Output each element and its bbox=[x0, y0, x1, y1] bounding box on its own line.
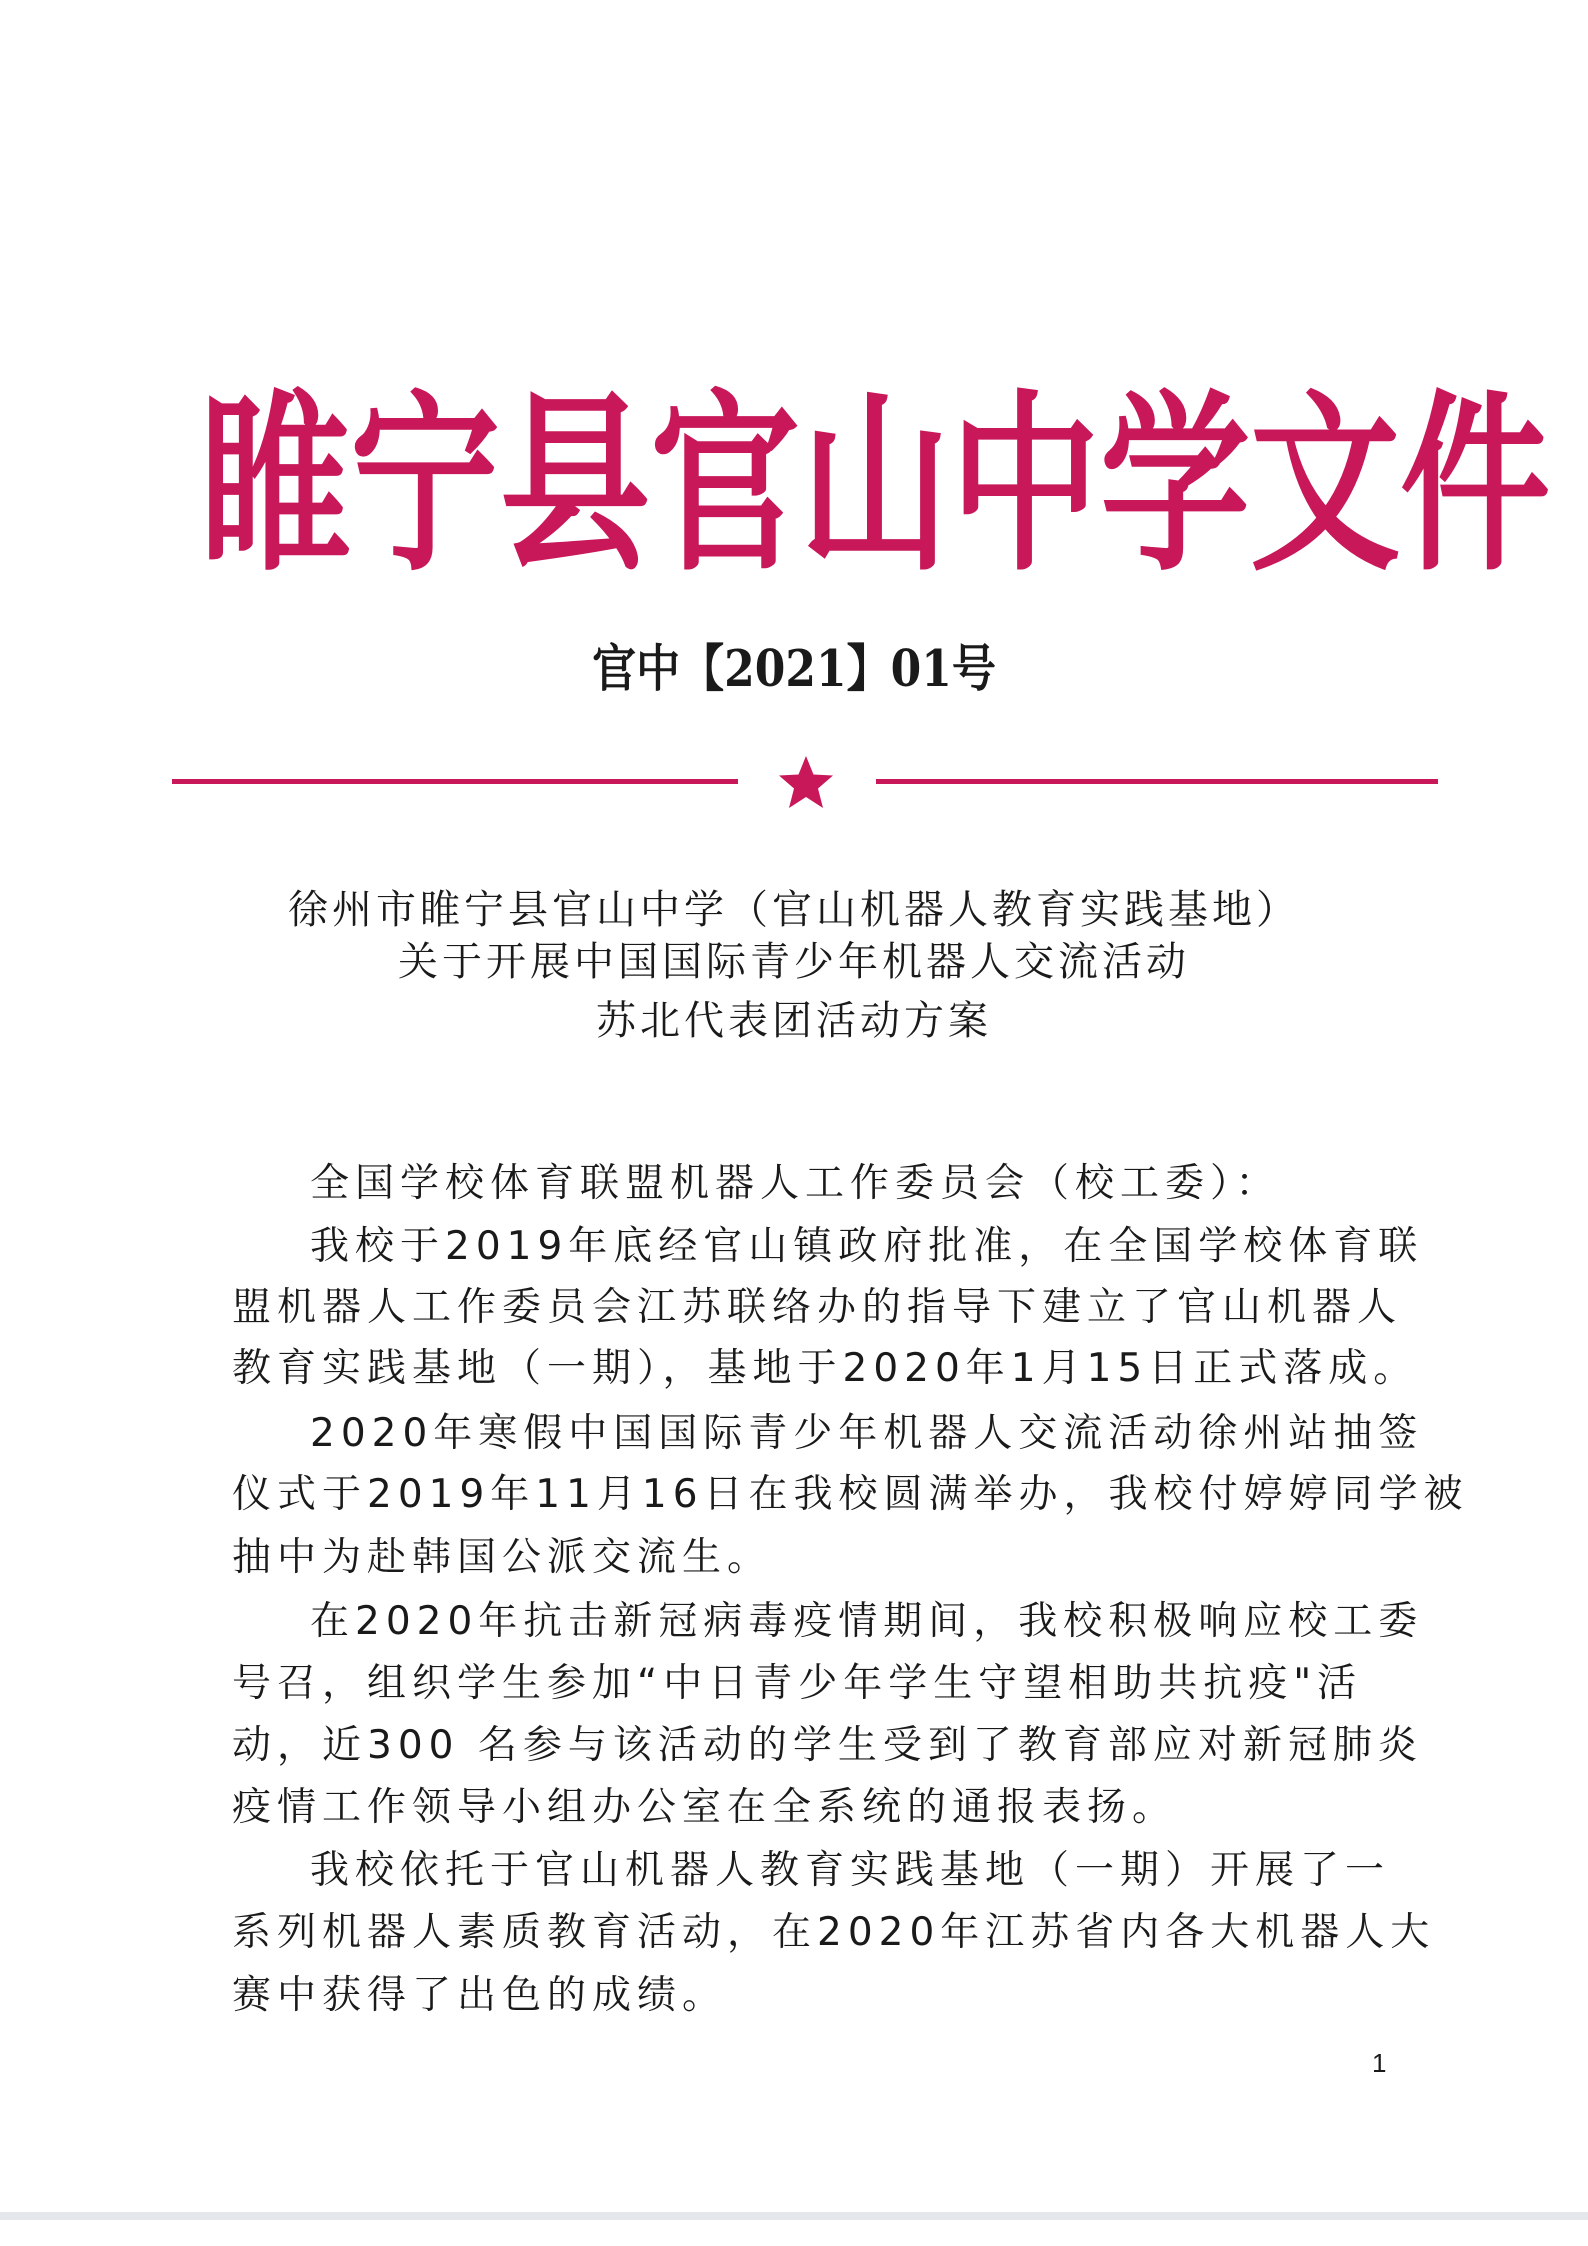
body-line: 我校于2019年底经官山镇政府批准，在全国学校体育联 bbox=[310, 1224, 1424, 1269]
body-line: 我校依托于官山机器人教育实践基地（一期）开展了一 bbox=[310, 1848, 1391, 1893]
body-line: 系列机器人素质教育活动，在2020年江苏省内各大机器人大 bbox=[232, 1910, 1436, 1955]
title-line-3: 苏北代表团活动方案 bbox=[596, 998, 992, 1044]
document-masthead bbox=[200, 372, 1551, 598]
body-line: 赛中获得了出色的成绩。 bbox=[232, 1973, 728, 2018]
document-number: 官中【2021】01号 bbox=[592, 640, 996, 699]
masthead-char: 学 bbox=[1100, 372, 1251, 598]
masthead-char: 文 bbox=[1250, 372, 1401, 598]
masthead-char: 宁 bbox=[350, 372, 501, 598]
body-line: 仪式于2019年11月16日在我校圆满举办，我校付婷婷同学被 bbox=[232, 1472, 1469, 1517]
page-number: 1 bbox=[1372, 2048, 1387, 2078]
body-line: 2020年寒假中国国际青少年机器人交流活动徐州站抽签 bbox=[310, 1411, 1424, 1456]
masthead-char: 睢 bbox=[200, 372, 351, 598]
body-line: 在2020年抗击新冠病毒疫情期间，我校积极响应校工委 bbox=[310, 1599, 1424, 1644]
body-line: 号召，组织学生参加“中日青少年学生守望相助共抗疫"活 bbox=[232, 1661, 1363, 1706]
scan-edge bbox=[0, 2212, 1588, 2220]
body-line: 动，近300 名参与该活动的学生受到了教育部应对新冠肺炎 bbox=[232, 1723, 1423, 1768]
divider-line-left bbox=[172, 779, 738, 784]
body-line: 疫情工作领导小组办公室在全系统的通报表扬。 bbox=[232, 1785, 1178, 1830]
body-line: 盟机器人工作委员会江苏联络办的指导下建立了官山机器人 bbox=[232, 1285, 1403, 1330]
salutation: 全国学校体育联盟机器人工作委员会（校工委）： bbox=[310, 1161, 1281, 1206]
masthead-char: 县 bbox=[500, 372, 651, 598]
masthead-char: 中 bbox=[950, 372, 1101, 598]
masthead-char: 官 bbox=[650, 372, 801, 598]
masthead-char: 件 bbox=[1400, 372, 1551, 598]
masthead-char: 山 bbox=[800, 372, 951, 598]
star-icon bbox=[774, 752, 838, 812]
title-line-2: 关于开展中国国际青少年机器人交流活动 bbox=[398, 939, 1190, 985]
body-line: 教育实践基地（一期），基地于2020年1月15日正式落成。 bbox=[232, 1346, 1419, 1391]
body-line: 抽中为赴韩国公派交流生。 bbox=[232, 1535, 773, 1580]
title-line-1: 徐州市睢宁县官山中学（官山机器人教育实践基地） bbox=[288, 887, 1300, 933]
divider-line-right bbox=[876, 779, 1438, 784]
